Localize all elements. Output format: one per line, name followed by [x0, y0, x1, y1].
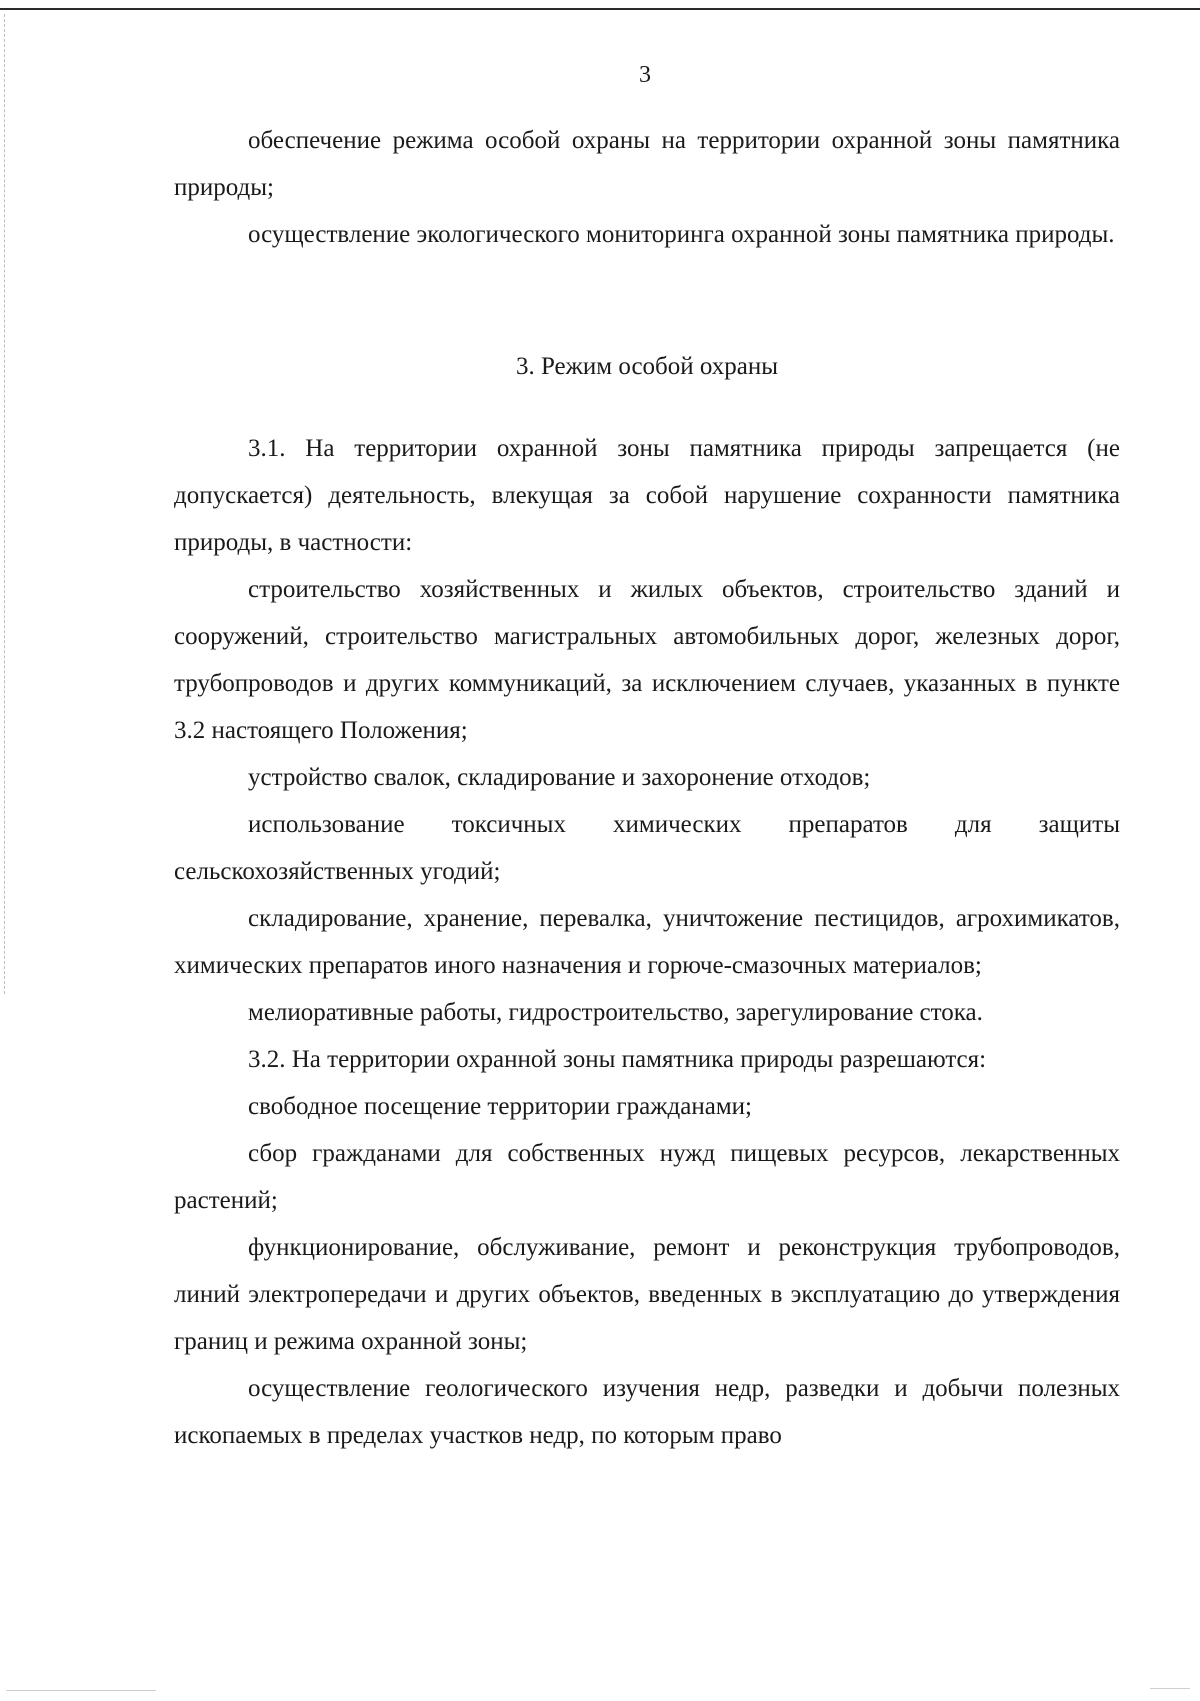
paragraph: обеспечение режима особой охраны на территории охранной зоны памятника природы;: [174, 127, 1120, 201]
paragraph: свободное посещение территории гражданами;: [248, 1093, 752, 1120]
section-body: [174, 425, 1120, 1459]
intro-text: [174, 117, 1120, 258]
paragraph: строительство хозяйственных и жилых объектов, строительство зданий и сооружений, строительство магистральных автомобильных дорог, железных дорог, трубопроводов и других коммуникаций, за исключением случаев, указанных в пункте 3.2 настоящего Положения;: [174, 576, 1120, 744]
section-heading: 3. Режим особой охраны: [515, 353, 779, 380]
scan-noise: [6, 1690, 156, 1691]
top-scan-border: [0, 8, 1200, 10]
scan-noise: [1150, 1688, 1190, 1689]
paragraph: сбор гражданами для собственных нужд пищевых ресурсов, лекарственных растений;: [174, 1140, 1120, 1214]
paragraph: устройство свалок, складирование и захоронение отходов;: [248, 764, 871, 791]
paragraph: осуществление геологического изучения недр, разведки и добычи полезных ископаемых в пределах участков недр, по которым право: [174, 1375, 1120, 1449]
paragraph: функционирование, обслуживание, ремонт и реконструкция трубопроводов, линий электропередачи и других объектов, введенных в эксплуатацию до утверждения границ и режима охранной зоны;: [174, 1234, 1120, 1355]
paragraph: 3.1. На территории охранной зоны памятника природы запрещается (не допускается) деятельность, влекущая за собой нарушение сохранности памятника природы, в частности:: [174, 435, 1120, 556]
paragraph: складирование, хранение, перевалка, уничтожение пестицидов, агрохимикатов, химических препаратов иного назначения и горюче-смазочных материалов;: [174, 905, 1120, 979]
paragraph: осуществление экологического мониторинга охранной зоны памятника природы.: [248, 221, 1115, 248]
left-scan-edge: [4, 14, 5, 994]
paragraph: 3.2. На территории охранной зоны памятника природы разрешаются:: [248, 1046, 987, 1073]
paragraph: использование токсичных химических препаратов для защиты сельскохозяйственных угодий;: [174, 811, 1120, 885]
paragraph: мелиоративные работы, гидростроительство, зарегулирование стока.: [248, 999, 983, 1026]
page-number: 3: [639, 62, 651, 88]
